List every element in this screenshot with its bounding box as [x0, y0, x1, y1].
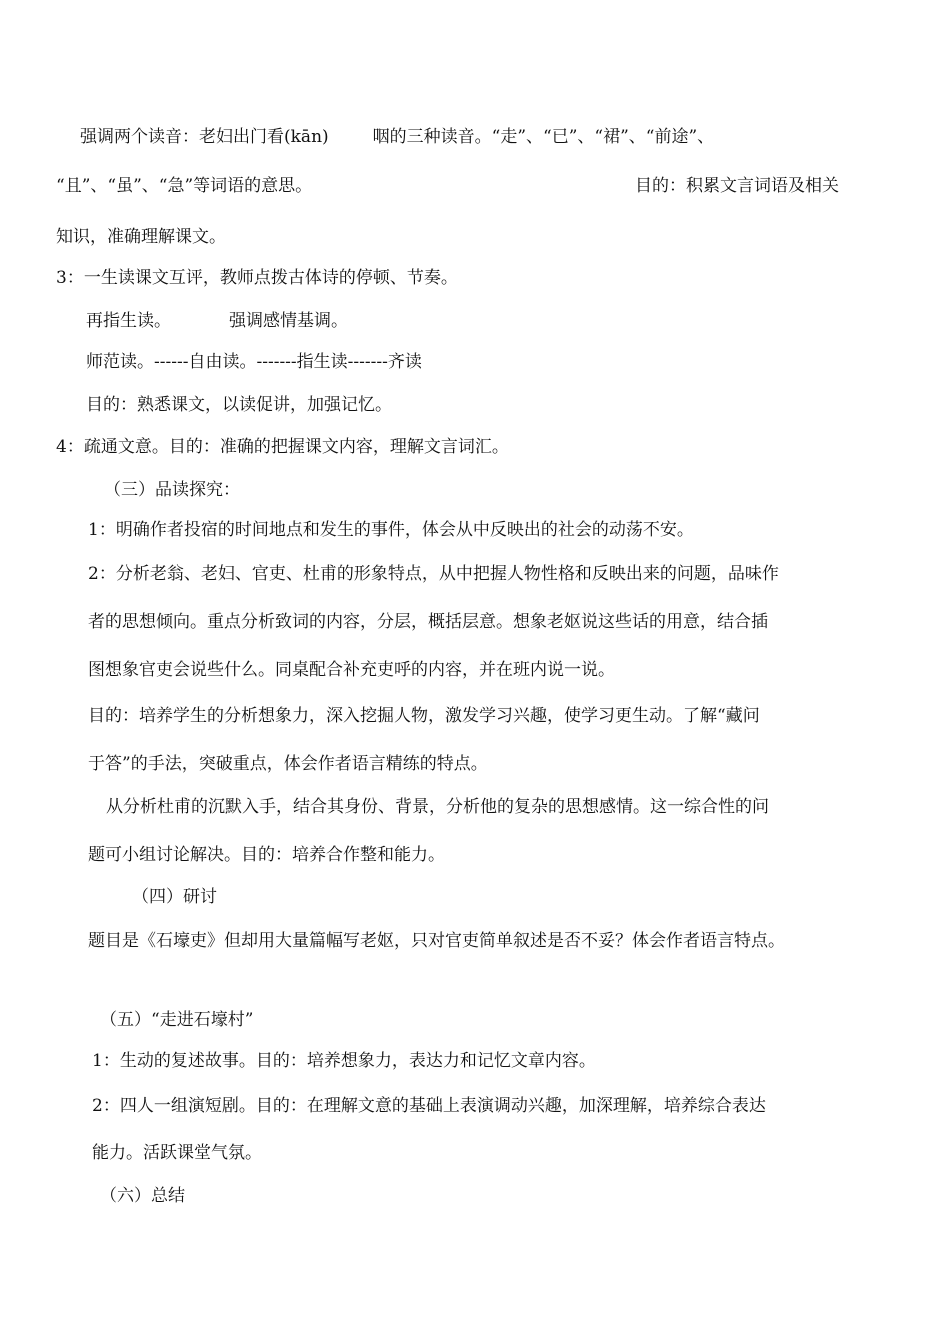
- text-line: 题可小组讨论解决。目的：培养合作整和能力。: [88, 845, 445, 865]
- section-heading: （三）品读探究：: [104, 480, 240, 500]
- text-line: 2：分析老翁、老妇、官吏、杜甫的形象特点，从中把握人物性格和反映出来的问题，品味作: [88, 564, 779, 584]
- text-line: [635, 176, 839, 196]
- text-line: 师范读。------自由读。-------指生读-------齐读: [86, 352, 422, 372]
- text-segment: 再指生读。: [86, 311, 171, 331]
- text-line: [80, 127, 714, 147]
- text-line: 1：生动的复述故事。目的：培养想象力，表达力和记忆文章内容。: [92, 1051, 596, 1071]
- text-line: 于答”的手法，突破重点，体会作者语言精练的特点。: [88, 754, 488, 774]
- text-segment: 目的：积累文言词语及相关: [635, 176, 839, 196]
- text-line: 能力。活跃课堂气氛。: [92, 1143, 262, 1163]
- text-line: [56, 176, 312, 196]
- text-line: 2：四人一组演短剧。目的：在理解文意的基础上表演调动兴趣，加深理解，培养综合表达: [92, 1096, 766, 1116]
- text-line: 1：明确作者投宿的时间地点和发生的事件，体会从中反映出的社会的动荡不安。: [88, 520, 694, 540]
- section-heading: （六）总结: [100, 1186, 185, 1206]
- text-segment: “且”、“虽”、“急”等词语的意思。: [56, 176, 313, 196]
- text-line: 图想象官吏会说些什么。同桌配合补充吏呼的内容，并在班内说一说。: [88, 660, 615, 680]
- text-line: 从分析杜甫的沉默入手，结合其身份、背景，分析他的复杂的思想感情。这一综合性的问: [106, 797, 769, 817]
- text-segment: 强调感情基调。: [229, 311, 348, 331]
- section-heading: （五）“走进石壕村”: [100, 1010, 254, 1030]
- text-line: 3：一生读课文互评，教师点拨古体诗的停顿、节奏。: [56, 268, 458, 288]
- text-line: 知识，准确理解课文。: [56, 227, 226, 247]
- text-line: 目的：培养学生的分析想象力，深入挖掘人物，激发学习兴趣，使学习更生动。了解“藏问: [88, 706, 760, 726]
- text-line: 题目是《石壕吏》但却用大量篇幅写老妪，只对官吏简单叙述是否不妥？体会作者语言特点。: [88, 931, 785, 951]
- text-line: 者的思想倾向。重点分析致词的内容，分层，概括层意。想象老妪说这些话的用意，结合插: [88, 612, 768, 632]
- text-line: 目的：熟悉课文，以读促讲，加强记忆。: [86, 395, 392, 415]
- text-segment: 强调两个读音：老妇出门看(kān): [80, 127, 329, 147]
- text-line: 4：疏通文意。目的：准确的把握课文内容，理解文言词汇。: [56, 437, 509, 457]
- text-line: [86, 311, 348, 331]
- section-heading: （四）研讨: [132, 887, 217, 907]
- text-segment: 咽的三种读音。“走”、“已”、“裙”、“前途”、: [372, 127, 715, 147]
